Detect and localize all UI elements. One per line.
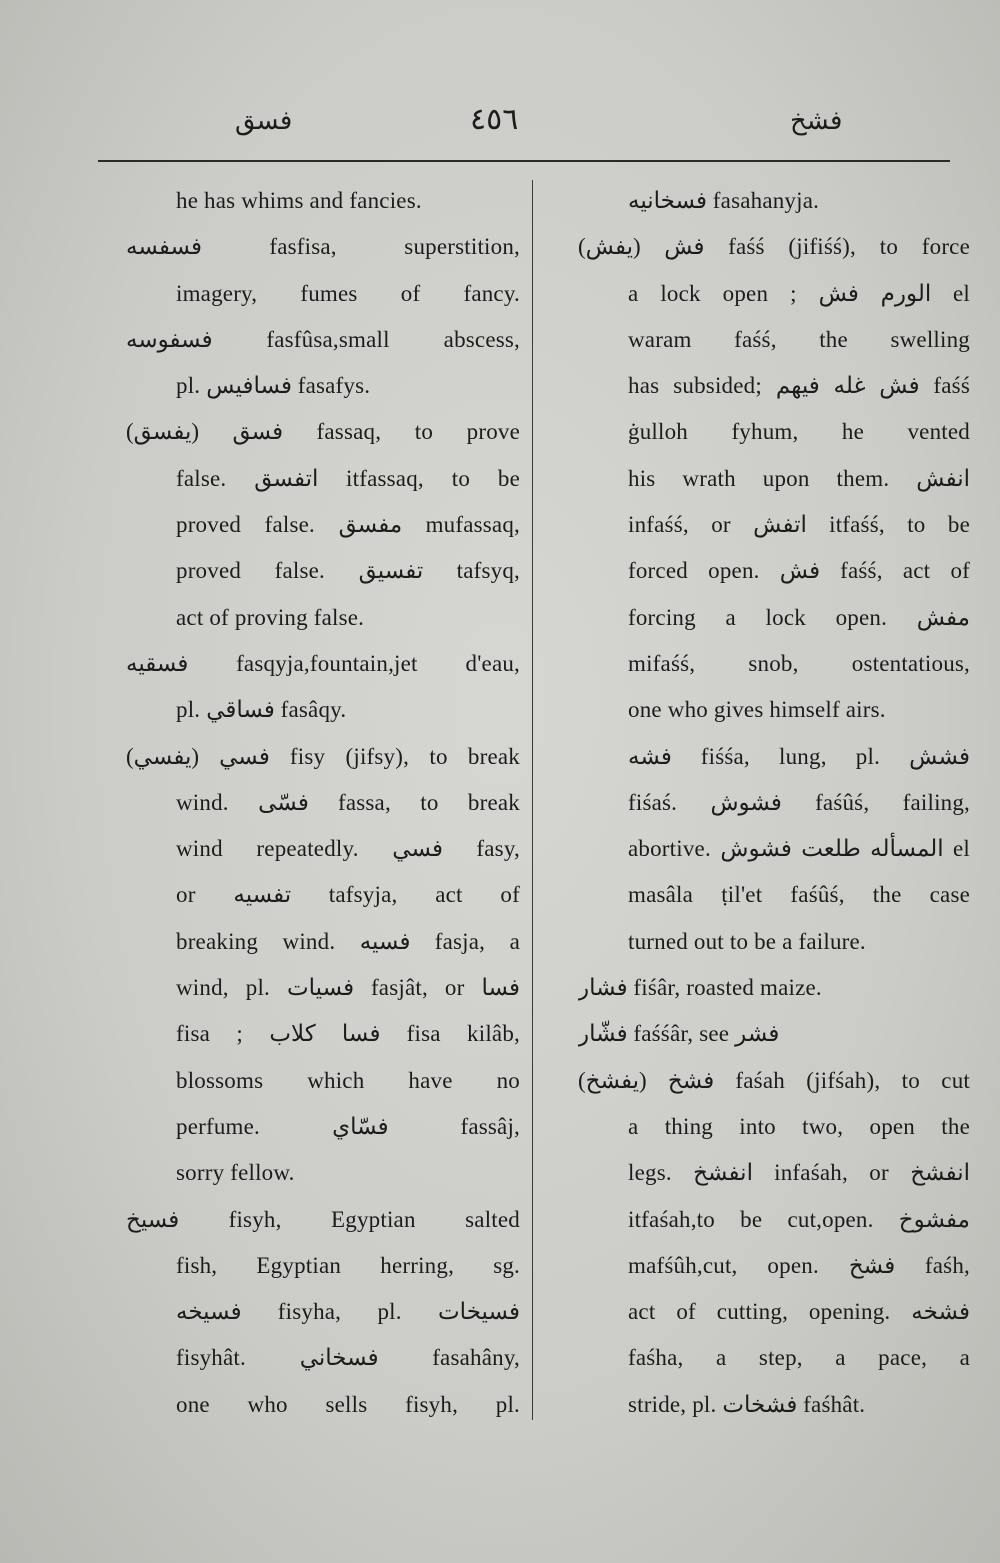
entry-line: blossoms which have no xyxy=(176,1067,520,1093)
entry-line: mafśûh,cut, open. فشخ faśh, xyxy=(628,1252,970,1278)
entry-line: or تفسيه tafsyja, act of xyxy=(176,882,520,908)
entry-line: pl. فساقي fasâqy. xyxy=(176,697,347,723)
entry-line: wind. فسّى fassa, to break xyxy=(176,789,520,815)
entry-line: masâla ṭil'et faśûś, the case xyxy=(628,882,970,908)
entry-line: fisyhât. فسخاني fasahâny, xyxy=(176,1345,520,1371)
right-column xyxy=(578,184,970,1434)
entry-line: has subsided; فش غله فيهم faśś xyxy=(628,373,970,399)
entry-line: faśha, a step, a pace, a xyxy=(628,1345,970,1371)
entry-line: one who gives himself airs. xyxy=(628,697,886,723)
header-guide-word-right: فشخ xyxy=(790,106,843,136)
entry-line: forced open. فش faśś, act of xyxy=(628,558,970,584)
entry-line: abortive. المسأله طلعت فشوش el xyxy=(628,836,970,862)
entry-line: infaśś, or اتفش itfaśś, to be xyxy=(628,512,970,538)
page-number: ٤٥٦ xyxy=(470,102,519,137)
entry-line: فشه fiśśa, lung, pl. فشش xyxy=(628,743,970,769)
entry-line: proved false. تفسيق tafsyq, xyxy=(176,558,520,584)
entry-line: فسخانيه fasahanyja. xyxy=(628,188,820,213)
entry-line: فسقيه fasqyja,fountain,jet d'eau, xyxy=(126,650,520,676)
entry-line: a lock open ; الورم فش el xyxy=(628,280,970,306)
entry-line: his wrath upon them. انفش xyxy=(628,465,970,491)
entry-line: one who sells fisyh, pl. xyxy=(176,1391,520,1417)
header-guide-word-left: فسق xyxy=(235,106,293,136)
entry-line: act of cutting, opening. فشخه xyxy=(628,1299,970,1325)
entry-line: fisa ; فسا كلاب fisa kilâb, xyxy=(176,1021,520,1047)
header-rule xyxy=(98,160,950,162)
entry-line: فسيخ fisyh, Egyptian salted xyxy=(126,1206,520,1232)
entry-line: forcing a lock open. مفش xyxy=(628,604,970,630)
entry-line: فشّار faśśâr, see فشر xyxy=(578,1021,780,1047)
entry-line: he has whims and fancies. xyxy=(176,188,422,213)
entry-line: فسق (يفسق) fassaq, to prove xyxy=(126,419,520,445)
entry-line: breaking wind. فسيه fasja, a xyxy=(176,928,520,954)
entry-line: legs. انفشخ infaśah, or انفشخ xyxy=(628,1160,970,1186)
entry-line: pl. فسافيس fasafys. xyxy=(176,373,371,399)
entry-line: act of proving false. xyxy=(176,604,365,630)
entry-line: sorry fellow. xyxy=(176,1160,295,1186)
entry-line: فسفوسه fasfûsa,small abscess, xyxy=(126,326,520,352)
column-divider xyxy=(532,180,533,1420)
entry-line: fish, Egyptian herring, sg. xyxy=(176,1252,520,1278)
entry-line: wind, pl. فسيات fasjât, or فسا xyxy=(176,975,520,1001)
entry-line: stride, pl. فشخات faśhât. xyxy=(628,1391,866,1417)
entry-line: waram faśś, the swelling xyxy=(628,326,970,352)
entry-line: ġulloh fyhum, he vented xyxy=(628,419,970,445)
entry-line: فشخ (يفشخ) faśah (jifśah), to cut xyxy=(578,1067,970,1093)
entry-line: فسيخه fisyha, pl. فسيخات xyxy=(176,1299,520,1325)
entry-line: mifaśś, snob, ostentatious, xyxy=(628,650,970,676)
entry-line: فشار fiśâr, roasted maize. xyxy=(578,975,822,1001)
entry-line: turned out to be a failure. xyxy=(628,928,866,954)
left-column xyxy=(126,184,520,1434)
entry-line: a thing into two, open the xyxy=(628,1113,970,1139)
entry-line: imagery, fumes of fancy. xyxy=(176,280,520,306)
entry-line: false. اتفسق itfassaq, to be xyxy=(176,465,520,491)
entry-line: perfume. فسّاي fassâj, xyxy=(176,1113,520,1139)
entry-line: فش (يفش) faśś (jifiśś), to force xyxy=(578,234,970,260)
entry-line: فسي (يفسي) fisy (jifsy), to break xyxy=(126,743,520,769)
entry-line: wind repeatedly. فسي fasy, xyxy=(176,836,520,862)
page-header xyxy=(0,100,1000,150)
entry-line: proved false. مفسق mufassaq, xyxy=(176,512,520,538)
entry-line: فسفسه fasfisa, superstition, xyxy=(126,234,520,260)
entry-line: itfaśah,to be cut,open. مفشوخ xyxy=(628,1206,970,1232)
entry-line: fiśaś. فشوش faśûś, failing, xyxy=(628,789,970,815)
